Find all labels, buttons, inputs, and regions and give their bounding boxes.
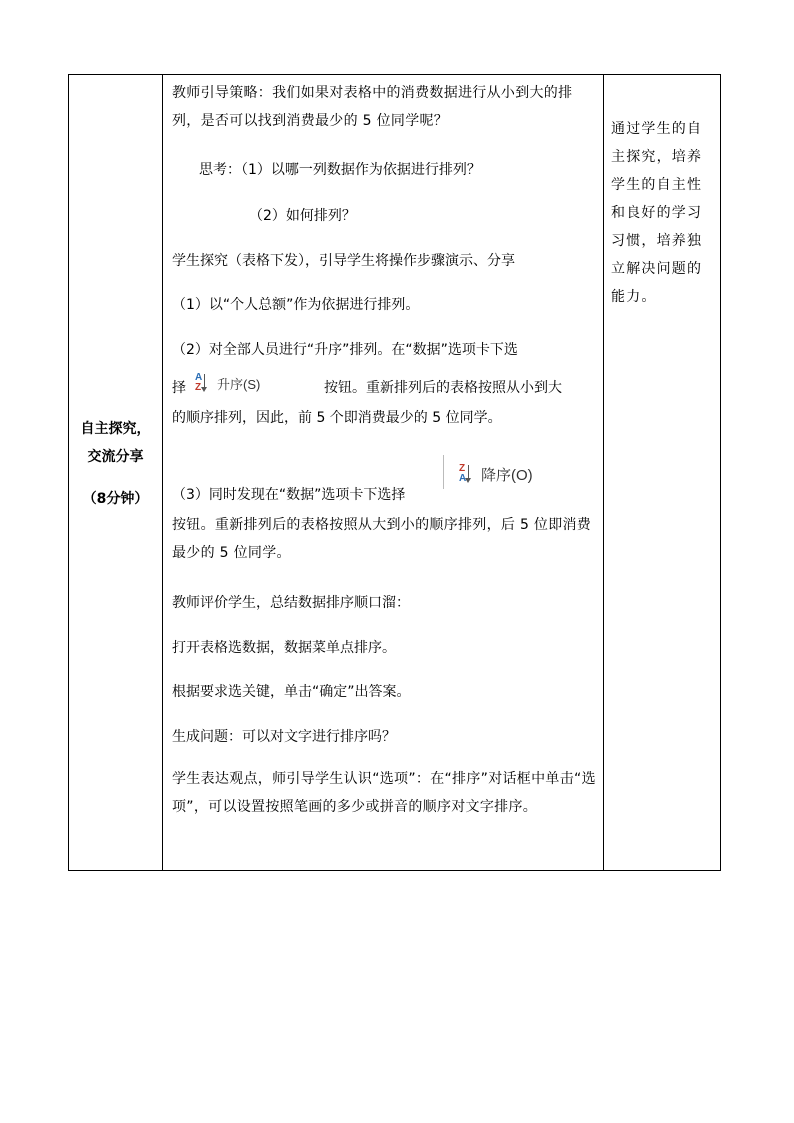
ascending-sort-button-image — [195, 372, 260, 394]
think-question-1: 思考：（1）以哪一列数据作为依据进行排列？ — [199, 162, 481, 178]
purpose-cell: 通过学生的自主探究，培养学生的自主性和良好的学习习惯，培养独立解决问题的能力。 — [611, 121, 703, 305]
step-3-rest: 按钮。重新排列后的表格按照从大到小的顺序排列，后 5 位即消费最少的 5 位同学。 — [172, 517, 592, 561]
descending-sort-button-image — [459, 463, 533, 485]
step-2-line3: 的顺序排列，因此，前 5 个即消费最少的 5 位同学。 — [172, 410, 502, 426]
generated-question: 生成问题：可以对文字进行排序吗？ — [172, 729, 396, 745]
guide-strategy: 教师引导策略：我们如果对表格中的消费数据进行从小到大的排列，是否可以找到消费最少的 5 位同学呢？ — [172, 85, 573, 129]
step-1: （1）以“个人总额”作为依据进行排列。 — [172, 297, 420, 313]
column-divider — [162, 75, 163, 870]
lesson-table — [68, 74, 721, 871]
step-3-line1: （3）同时发现在“数据”选项卡下选择 — [172, 487, 406, 503]
stage-title-line1: 自主探究， — [80, 421, 151, 437]
descending-sort-label: 降序(O) — [481, 466, 533, 484]
student-viewpoint: 学生表达观点，师引导学生认识“选项”：在“排序”对话框中单击“选项”，可以设置按照笔画的多少或拼音的顺序对文字排序。 — [172, 771, 596, 815]
sort-ascending-icon: A Z — [195, 372, 211, 394]
sort-descending-icon: Z A — [459, 463, 475, 485]
step-2-line1: （2）对全部人员进行“升序”排列。在“数据”选项卡下选 — [172, 342, 518, 358]
step-2-line2-end: 按钮。重新排列后的表格按照从小到大 — [324, 380, 562, 396]
column-divider — [603, 75, 604, 870]
stage-duration: （8分钟） — [82, 491, 149, 507]
step-2-line2-start: 择 — [172, 380, 186, 396]
stage-title-line2: 交流分享 — [87, 449, 144, 465]
rhyme-line-2: 根据要求选关键，单击“确定”出答案。 — [172, 684, 411, 700]
teacher-summary: 教师评价学生，总结数据排序顺口溜： — [172, 595, 410, 611]
student-explore: 学生探究（表格下发），引导学生将操作步骤演示、分享 — [172, 253, 515, 269]
stage-cell — [69, 415, 162, 513]
rhyme-line-1: 打开表格选数据，数据菜单点排序。 — [172, 640, 396, 656]
think-question-2: （2）如何排列？ — [249, 208, 356, 224]
ascending-sort-label: 升序(S) — [217, 376, 261, 392]
